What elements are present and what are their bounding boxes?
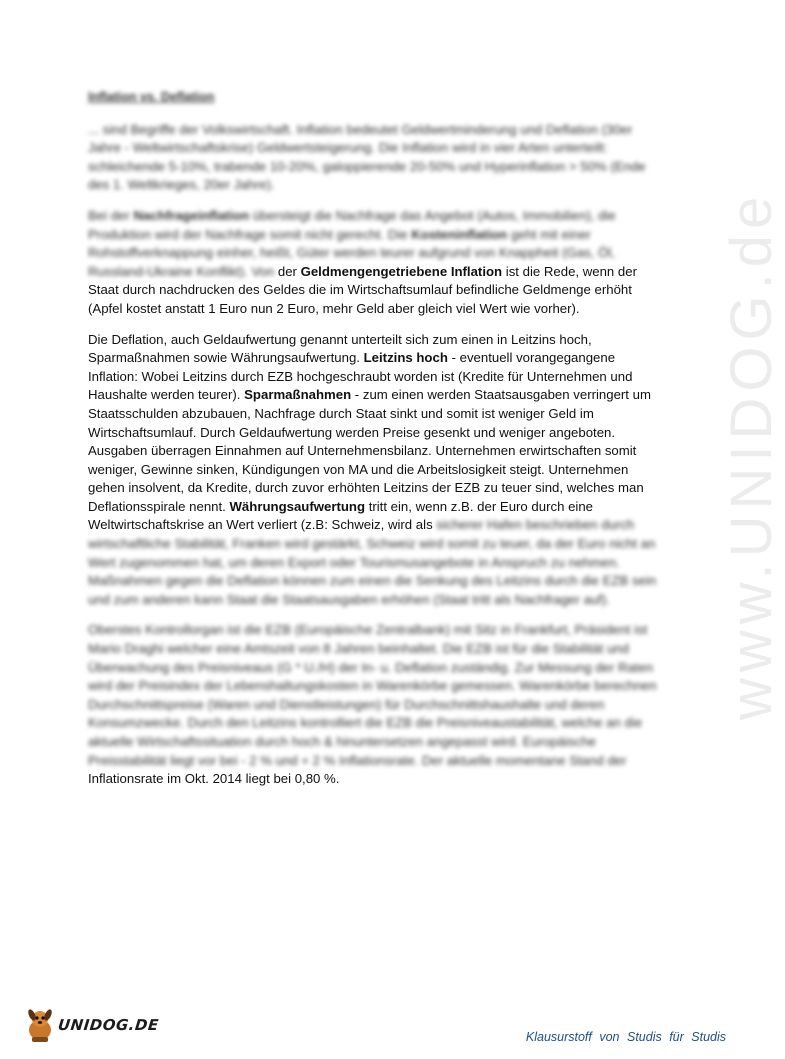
- paragraph-ezb: [88, 621, 662, 788]
- blurred-text: Bei der Nachfrageinflation übersteigt die Nachfrage das Angebot (Autos, Immobilien), die Produktion wird der Nachfrage somit nicht gerecht. Die Kosteninflation geht mit einer Rohstoffverknappung einher, heißt, Güter werden teurer aufgrund von Knappheit (Gas, Öl, Russland-Ukraine Konflikt). Von: [88, 207, 616, 279]
- unidog-logo[interactable]: [22, 1005, 162, 1045]
- dog-mascot-icon: [22, 1006, 58, 1044]
- readable-text: der Geldmengengetriebene Inflation ist die Rede, wenn der Staat durch nachdrucken des Geldes die im Wirtschaftsumlauf befindliche Geldmenge erhöht (Apfel kostet anstatt 1 Euro nun 2 Euro, mehr Geld aber gleich viel Wert wie vorher).: [88, 263, 637, 316]
- blurred-text: sicherer Hafen beschrieben durch wirtschaftliche Stabilität, Franken wird gestärkt, Schweiz wird somit zu teuer, da der Euro nicht an Wert zugenommen hat, um deren Export oder Tourismusangebote in Anspruch zu nehmen. Maßnahmen gegen die Deflation können zum einen die Senkung des Leitzins durch die EZB sein und zum anderen kann Staat die Staatsausgaben erhöhen (Staat tritt als Nachfrager auf).: [88, 517, 657, 607]
- logo-text: UNIDOG.DE: [57, 1016, 160, 1034]
- blurred-text: Oberstes Kontrollorgan ist die EZB (Europäische Zentralbank) mit Sitz in Frankfurt, Präsident ist Mario Draghi welcher eine Amtszeit von 8 Jahren beinhaltet. Die EZB ist für die Stabilität und Überwachung des Preisniveaus (G * U./H) der In- u. Deflation zuständig. Zur Messung der Raten wird der Preisindex der Lebenshaltungskosten in Warenkörbe gemessen. Warenkörbe berechnen Durchschnittspreise (Waren und Dienstleistungen) für Durchschnittshaushalte und deren Konsumzwecke. Durch den Leitzins kontrolliert die EZB die Preisniveaustabilität, welche an die aktuelle Wirtschaftssituation durch hoch & hinuntersetzen angepasst wird. Europäische Preisstabilität liegt vor bei - 2 % und + 2 % Inflationsrate. Der aktuelle momentane Stand der: [88, 622, 657, 768]
- watermark: www.UNIDOG.de: [719, 190, 784, 720]
- paragraph-deflation: Die Deflation, auch Geldaufwertung genannt unterteilt sich zum einen in Leitzins hoch, Sparmaßnahmen sowie Währungsaufwertung. Leitzins hoch - eventuell vorangegangene Inflation: Wobei Leitzins durch EZB hochgeschraubt worden ist (Kredite für Unternehmen und Haushalte werden teurer). Sparmaßnahmen - zum einen werden Staatsausgaben verringert um Staatsschulden abzubauen, Nachfrage durch Staat sinkt und somit ist weniger Geld im Wirtschaftsumlauf. Durch Geldaufwertung werden Preise gesenkt und weniger angeboten. Ausgaben überragen Einnahmen auf Unternehmensbilanz. Unternehmen erwirtschaften somit weniger, Gewinne sinken, Kündigungen von MA und die Arbeitslosigkeit steigt. Unternehmen gehen insolvent, da Kredite, durch zuvor erhöhten Leitzins der EZB zu teuer sind, welches man Deflationsspirale nennt. Währungsaufwertung tritt ein, wenn z.B. der Euro durch eine Weltwirtschaftskrise an Wert verliert (z.B: Schweiz, wird als sicherer Hafen beschrieben durch wirtschaftliche Stabilität, Franken wird gestärkt, Schweiz wird somit zu teuer, da der Euro nicht an Wert zugenommen hat, um deren Export oder Tourismusangebote in Anspruch zu nehmen. Maßnahmen gegen die Deflation können zum einen die Senkung des Leitzins durch die EZB sein und zum anderen kann Staat die Staatsausgaben erhöhen (Staat tritt als Nachfrager auf).: [88, 331, 657, 607]
- document-title: Inflation vs. Deflation: [88, 90, 215, 104]
- footer-tagline: Klausurstoff von Studis für Studis: [525, 1030, 726, 1044]
- paragraph-intro: ... sind Begriffe der Volkswirtschaft. Inflation bedeutet Geldwertminderung und Deflation (30er Jahre - Weltwirtschaftskrise) Geldwertsteigerung. Die Inflation wird in vier Arten unterteilt: schleichende 5-10%, trabende 10-20%, galoppierende 20-50% und Hyperinflation > 50% (Ende des 1. Weltkrieges, 20er Jahre).: [88, 121, 646, 193]
- readable-text: Inflationsrate im Okt. 2014 liegt bei 0,80 %.: [88, 771, 340, 787]
- paragraph-inflation-types: [88, 207, 662, 319]
- document-body: [88, 88, 662, 801]
